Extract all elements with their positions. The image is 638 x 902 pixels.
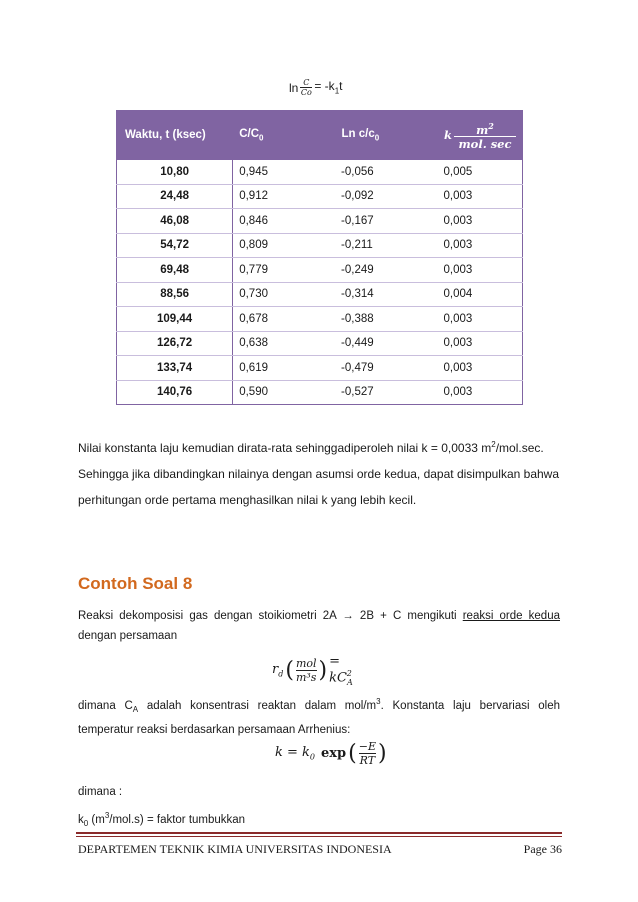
section-heading: Contoh Soal 8 [78, 574, 193, 593]
cell-time: 88,56 [117, 282, 233, 307]
paragraph-arrhenius: dimana $C_A$ adalah konsentrasi reaktan dalam mol/$m^3$. Konstanta laju bervariasi oleh temperatur reaksi berdasarkan persamaan Arrhenius: [78, 697, 561, 737]
cell-k: 0,004 [438, 282, 523, 307]
table-row [117, 160, 523, 185]
table-row [117, 209, 523, 234]
cell-time: 54,72 [117, 233, 233, 258]
paragraph-problem: Reaksi dekomposisi gas dengan stoikiometri 2A → 2B + C mengikuti reaksi orde kedua dengan persamaan [78, 610, 560, 642]
arrhenius-equation: $k = k_0$ exp ( $\frac{-E}{RT}$ ) [275, 740, 387, 767]
cell-ln-c-over-c0: -0,527 [335, 380, 438, 405]
cell-k: 0,003 [438, 233, 523, 258]
cell-c-over-c0: 0,846 [233, 209, 335, 234]
rate-constant-table [116, 110, 523, 405]
paragraph-line: perhitungan orde pertama menghasilkan nilai k yang lebih kecil. [78, 493, 417, 507]
top-equation [289, 78, 342, 97]
table-row [117, 331, 523, 356]
cell-k: 0,003 [438, 258, 523, 283]
exponent-fraction: $\frac{-E}{RT}$ [358, 740, 376, 767]
header-c-over-c0: $C/C_0$ [233, 111, 335, 160]
cell-time: 133,74 [117, 356, 233, 381]
footer-divider [76, 832, 562, 834]
k0-definition: $k_0$ $(m^3/mol.s)$ = faktor tumbukkan [78, 811, 246, 829]
cell-c-over-c0: 0,779 [233, 258, 335, 283]
cell-c-over-c0: 0,730 [233, 282, 335, 307]
underlined-phrase: reaksi orde kedua [462, 610, 560, 622]
cell-k: 0,005 [438, 160, 523, 185]
footer-divider-thin [76, 836, 562, 837]
cell-c-over-c0: 0,678 [233, 307, 335, 332]
rate-equation: $r_d$ ( $\frac{\text{mol}}{\text{m³s}}$ ) = $kC_A^2$ [272, 654, 353, 687]
cell-ln-c-over-c0: -0,167 [335, 209, 438, 234]
cell-ln-c-over-c0: -0,479 [335, 356, 438, 381]
paragraph-line: Nilai konstanta laju kemudian dirata-rata sehinggadiperoleh nilai k = 0,0033 $m^2/mol.\sec$. [78, 440, 544, 455]
cell-k: 0,003 [438, 307, 523, 332]
c-over-co-fraction [300, 78, 312, 97]
header-ln-c-over-c0: Ln $c/c_0$ [335, 111, 438, 160]
table-row [117, 282, 523, 307]
cell-ln-c-over-c0: -0,249 [335, 258, 438, 283]
cell-c-over-c0: 0,912 [233, 184, 335, 209]
page-number: Page 36 [523, 842, 562, 856]
cell-c-over-c0: 0,619 [233, 356, 335, 381]
cell-time: 10,80 [117, 160, 233, 185]
cell-ln-c-over-c0: -0,314 [335, 282, 438, 307]
table-row [117, 184, 523, 209]
page-footer [78, 842, 562, 857]
ln-text: ln [289, 80, 299, 95]
paragraph-line: Sehingga jika dibandingkan nilainya dengan asumsi orde kedua, dapat disimpulkan bahwa [78, 467, 560, 481]
cell-k: 0,003 [438, 356, 523, 381]
table-row [117, 380, 523, 405]
cell-ln-c-over-c0: -0,092 [335, 184, 438, 209]
header-k-numerator: $m^2$ [476, 120, 494, 137]
paragraph-result [78, 432, 563, 513]
cell-ln-c-over-c0: -0,388 [335, 307, 438, 332]
cell-k: 0,003 [438, 209, 523, 234]
cell-time: 24,48 [117, 184, 233, 209]
cell-time: 109,44 [117, 307, 233, 332]
table-header-row [117, 111, 523, 160]
cell-c-over-c0: 0,638 [233, 331, 335, 356]
rate-units-fraction: $\frac{\text{mol}}{\text{m³s}}$ [295, 656, 317, 684]
cell-k: 0,003 [438, 184, 523, 209]
dimana-label: dimana : [78, 786, 123, 798]
footer-department: DEPARTEMEN TEKNIK KIMIA UNIVERSITAS INDONESIA [78, 842, 392, 856]
table-body [117, 160, 523, 405]
header-k-units [438, 111, 523, 160]
cell-time: 46,08 [117, 209, 233, 234]
cell-time: 126,72 [117, 331, 233, 356]
cell-c-over-c0: 0,945 [233, 160, 335, 185]
cell-ln-c-over-c0: -0,449 [335, 331, 438, 356]
equation-rhs: = $-k_1t$ [314, 79, 343, 96]
cell-c-over-c0: 0,590 [233, 380, 335, 405]
header-k-denominator: mol. sec [458, 137, 512, 152]
cell-ln-c-over-c0: -0,211 [335, 233, 438, 258]
fraction-denominator: Co [300, 88, 312, 97]
table-row [117, 233, 523, 258]
cell-c-over-c0: 0,809 [233, 233, 335, 258]
cell-k: 0,003 [438, 331, 523, 356]
cell-time: 69,48 [117, 258, 233, 283]
table-row [117, 307, 523, 332]
header-time: Waktu, t (ksec) [117, 111, 233, 160]
table-row [117, 356, 523, 381]
table-row [117, 258, 523, 283]
cell-ln-c-over-c0: -0,056 [335, 160, 438, 185]
cell-time: 140,76 [117, 380, 233, 405]
cell-k: 0,003 [438, 380, 523, 405]
fraction-numerator: C [303, 78, 310, 87]
header-k-symbol: k [444, 127, 452, 142]
